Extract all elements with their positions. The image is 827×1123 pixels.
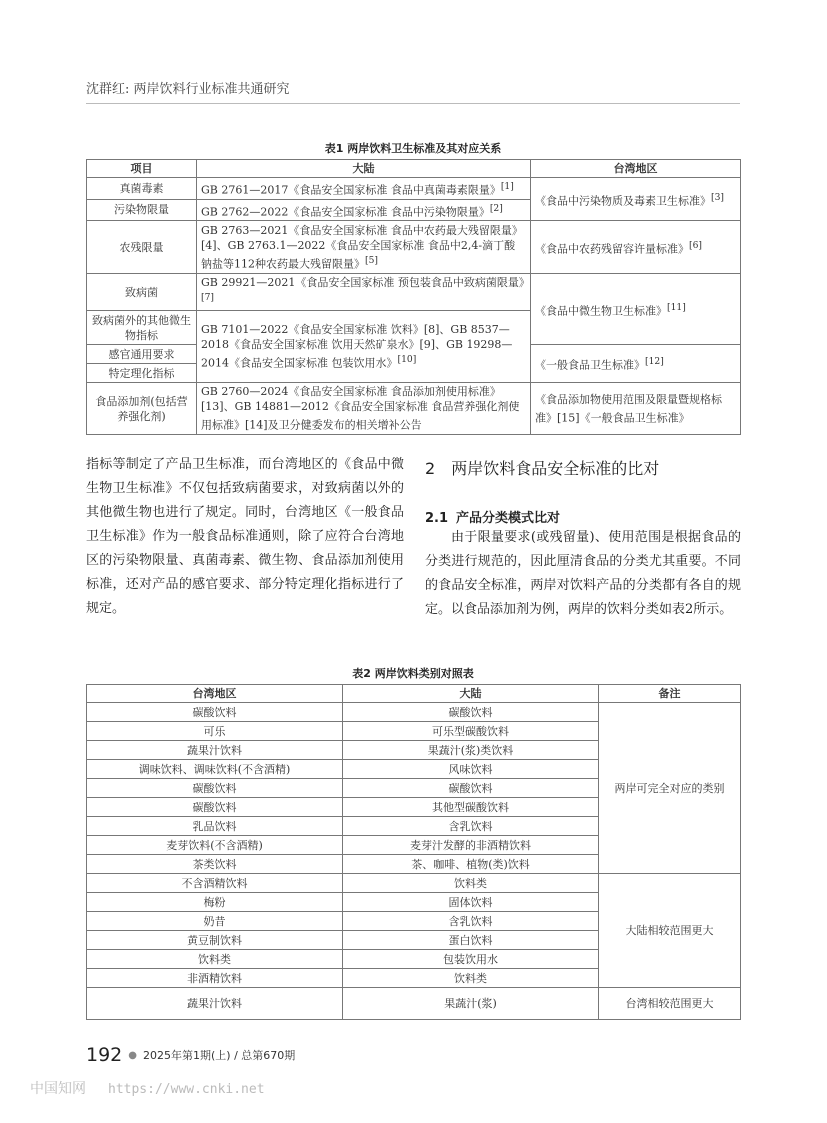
table1-mainland-cell: GB 29921—2021《食品安全国家标准 预包装食品中致病菌限量》[7] [197,274,531,311]
table2-mainland-cell: 含乳饮料 [343,912,599,931]
section-number: 2 [425,459,436,478]
subsection-title: 产品分类模式比对 [456,511,561,526]
table1-item: 真菌毒素 [87,178,197,200]
table2-mainland-cell: 其他型碳酸饮料 [343,798,599,817]
table2-taiwan-cell: 不含酒精饮料 [87,874,343,893]
table2-mainland-cell: 碳酸饮料 [343,779,599,798]
table1-header-taiwan: 台湾地区 [531,160,741,178]
table2-mainland-cell: 蛋白饮料 [343,931,599,950]
body-paragraph-right: 由于限量要求(或残留量)、使用范围是根据食品的分类进行规范的，因此厘清食品的分类尤其重要。不同的食品安全标准，两岸对饮料产品的分类都有各自的规定。以食品添加剂为例，两岸的饮料分类如表2所示。 [425,530,741,617]
table2-taiwan-cell: 可乐 [87,722,343,741]
table-row [87,703,741,722]
table-row [87,874,741,893]
table2-mainland-cell: 含乳饮料 [343,817,599,836]
table2-caption: 表2 两岸饮料类别对照表 [352,667,474,680]
table2-taiwan-cell: 饮料类 [87,950,343,969]
table2-mainland-cell: 饮料类 [343,874,599,893]
table1-header-item: 项目 [87,160,197,178]
table2-mainland-cell: 碳酸饮料 [343,703,599,722]
table1-item: 农残限量 [87,221,197,274]
table1-mainland-cell: GB 2763—2021《食品安全国家标准 食品中农药最大残留限量》[4]、GB 2763.1—2022《食品安全国家标准 食品中2,4-滴丁酸钠盐等112种农药最大残留限量》[5] [197,221,531,274]
table2-taiwan-cell: 碳酸饮料 [87,779,343,798]
table1-mainland-cell: GB 2762—2022《食品安全国家标准 食品中污染物限量》[2] [197,199,531,221]
table1-item: 致病菌外的其他微生物指标 [87,311,197,345]
table2-header-note: 备注 [599,685,741,703]
bullet-dot-icon: ● [128,1050,137,1061]
table1-header-mainland: 大陆 [197,160,531,178]
table2-mainland-cell: 果蔬汁(浆)类饮料 [343,741,599,760]
running-header: 沈群红: 两岸饮料行业标准共通研究 [86,78,740,104]
table1-taiwan-cell: 《一般食品卫生标准》[12] [531,345,741,383]
table2-mainland-cell: 茶、咖啡、植物(类)饮料 [343,855,599,874]
table1-taiwan-cell: 《食品中微生物卫生标准》[11] [531,274,741,345]
table2 [86,684,741,1020]
watermark-url: https://www.cnki.net [108,1082,265,1097]
table-row [87,988,741,1020]
table1-taiwan-cell: 《食品添加物使用范围及限量暨规格标准》[15]《一般食品卫生标准》 [531,383,741,435]
table2-mainland-cell: 包装饮用水 [343,950,599,969]
table2-mainland-cell: 麦芽汁发酵的非酒精饮料 [343,836,599,855]
table-row [87,274,741,311]
table1-taiwan-cell: 《食品中农药残留容许量标准》[6] [531,221,741,274]
table-row [87,221,741,274]
table2-header-mainland: 大陆 [343,685,599,703]
subsection-heading [425,507,745,526]
table1-taiwan-cell: 《食品中污染物质及毒素卫生标准》[3] [531,178,741,221]
watermark-site-name: 中国知网 [30,1081,86,1097]
table2-mainland-cell: 饮料类 [343,969,599,988]
table2-mainland-cell: 固体饮料 [343,893,599,912]
table1-item: 食品添加剂(包括营养强化剂) [87,383,197,435]
table2-mainland-cell: 可乐型碳酸饮料 [343,722,599,741]
table1-item: 污染物限量 [87,199,197,221]
table1-item: 特定理化指标 [87,364,197,383]
table2-taiwan-cell: 碳酸饮料 [87,798,343,817]
table1-mainland-cell: GB 7101—2022《食品安全国家标准 饮料》[8]、GB 8537—2018《食品安全国家标准 饮用天然矿泉水》[9]、GB 19298—2014《食品安全国家标准 包装饮用水》[10] [197,311,531,383]
page-number: 192 [86,1044,123,1066]
table2-header-taiwan: 台湾地区 [87,685,343,703]
table2-note-cell: 两岸可完全对应的类别 [599,703,741,874]
table1-item: 感官通用要求 [87,345,197,364]
section-heading [425,456,745,479]
page-footer [86,1044,295,1066]
table2-taiwan-cell: 蔬果汁饮料 [87,988,343,1020]
table2-taiwan-cell: 蔬果汁饮料 [87,741,343,760]
issue-info: 2025年第1期(上) / 总第670期 [143,1049,296,1062]
table2-taiwan-cell: 黄豆制饮料 [87,931,343,950]
table2-taiwan-cell: 梅粉 [87,893,343,912]
table2-taiwan-cell: 碳酸饮料 [87,703,343,722]
table-row [87,383,741,435]
section-title: 两岸饮料食品安全标准的比对 [451,459,660,478]
table1-mainland-cell: GB 2761—2017《食品安全国家标准 食品中真菌毒素限量》[1] [197,178,531,200]
body-paragraph-left: 指标等制定了产品卫生标准，而台湾地区的《食品中微生物卫生标准》不仅包括致病菌要求，对致病菌以外的其他微生物也进行了规定。同时，台湾地区《一般食品卫生标准》作为一般食品标准通则，除了应符合台湾地区的污染物限量、真菌毒素、微生物、食品添加剂使用标准，还对产品的感官要求、部分特定理化指标进行了规定。 [86,457,404,616]
table2-taiwan-cell: 非酒精饮料 [87,969,343,988]
table1-mainland-cell: GB 2760—2024《食品安全国家标准 食品添加剂使用标准》[13]、GB 14881—2012《食品安全国家标准 食品营养强化剂使用标准》[14]及卫分健委发布的相关增补公告 [197,383,531,435]
table2-taiwan-cell: 调味饮料、调味饮料(不含酒精) [87,760,343,779]
table1-header-row [87,160,741,178]
table2-taiwan-cell: 麦芽饮料(不含酒精) [87,836,343,855]
table2-mainland-cell: 风味饮料 [343,760,599,779]
cnki-watermark [30,1078,265,1098]
table1-caption: 表1 两岸饮料卫生标准及其对应关系 [324,142,502,155]
table1-item: 致病菌 [87,274,197,311]
table-row [87,178,741,200]
table2-note-cell: 大陆相较范围更大 [599,874,741,988]
table2-taiwan-cell: 奶昔 [87,912,343,931]
table2-header-row [87,685,741,703]
subsection-number: 2.1 [425,511,449,526]
table2-taiwan-cell: 乳品饮料 [87,817,343,836]
table2-taiwan-cell: 茶类饮料 [87,855,343,874]
table2-mainland-cell: 果蔬汁(浆) [343,988,599,1020]
table1 [86,159,741,435]
table2-note-cell: 台湾相较范围更大 [599,988,741,1020]
